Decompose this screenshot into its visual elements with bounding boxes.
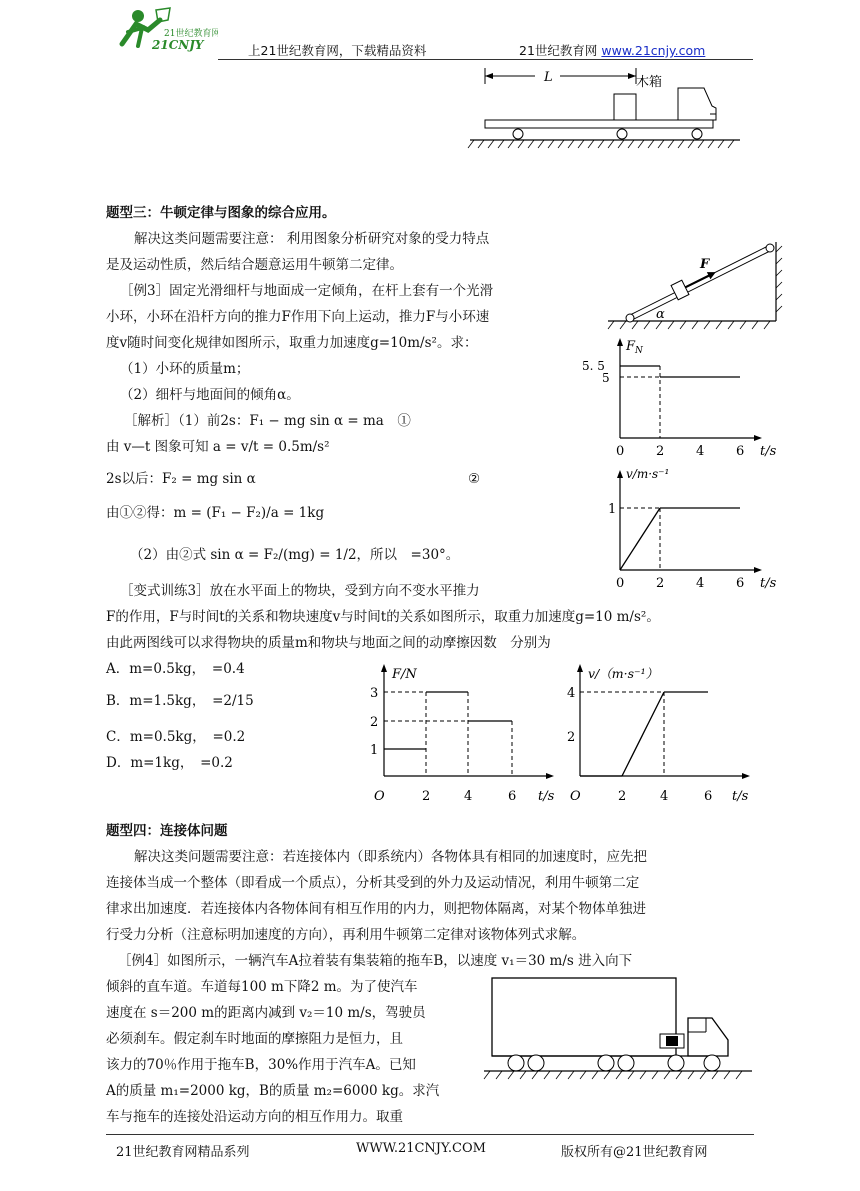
question-1: （1）小环的质量m； bbox=[120, 361, 250, 377]
section4-title: 题型四：连接体问题 bbox=[106, 823, 228, 839]
force-label: F bbox=[700, 257, 710, 272]
section4-para-line1: 解决这类问题需要注意：若连接体内（即系统内）各物体具有相同的加速度时，应先把 bbox=[134, 849, 647, 865]
f2-graph-xtick-4: 4 bbox=[464, 789, 473, 804]
v1-graph-xtick-6: 6 bbox=[736, 576, 745, 591]
svg-text:21世纪教育网: 21世纪教育网 bbox=[164, 29, 218, 39]
fn-graph-ytick-5.5: 5. 5 bbox=[582, 359, 605, 373]
fn-graph-xtick-2: 2 bbox=[656, 444, 665, 459]
v2-graph-ytick-4: 4 bbox=[567, 686, 576, 701]
angle-label: α bbox=[656, 307, 665, 322]
v1-graph-x-label: t/s bbox=[760, 576, 777, 591]
solution-step-2: 由 v—t 图象可知 a = v/t = 0.5m/s² bbox=[106, 439, 330, 455]
example4-line4: 必须刹车。假定刹车时地面的摩擦阻力是恒力，且 bbox=[106, 1031, 403, 1047]
v2-graph-xtick-6: 6 bbox=[704, 789, 713, 804]
solution-step-5: （2）由②式 sin α = F₂/(mg) = 1/2，所以 =30°。 bbox=[130, 547, 460, 563]
question-2: （2）细杆与地面间的倾角α。 bbox=[120, 387, 300, 403]
v2-graph-xtick-4: 4 bbox=[660, 789, 669, 804]
example4-line6: A的质量 m₁=2000 kg，B的质量 m₂=6000 kg。求汽 bbox=[106, 1083, 440, 1099]
fn-graph-xtick-4: 4 bbox=[696, 444, 705, 459]
example3-line3: 度v随时间变化规律如图所示，取重力加速度g=10m/s²。求： bbox=[106, 335, 478, 351]
f2-graph-x-label: t/s bbox=[538, 789, 555, 804]
v1-graph-xtick-0: 0 bbox=[616, 576, 625, 591]
option-c: C．m=0.5kg， =0.2 bbox=[106, 729, 246, 745]
example4-line3: 速度在 s＝200 m的距离内减到 v₂＝10 m/s，驾驶员 bbox=[106, 1005, 426, 1021]
fn-graph-x-label: t/s bbox=[760, 444, 777, 459]
solution-step-1: ［解析］（1）前2s：F₁ − mg sin α = ma ① bbox=[124, 413, 411, 429]
fn-graph-ytick-5: 5 bbox=[602, 371, 610, 385]
section4-para-line4: 行受力分析（注意标明加速度的方向），再利用牛顿第二定律对该物体列式求解。 bbox=[106, 927, 586, 943]
f2-graph-xtick-6: 6 bbox=[508, 789, 517, 804]
f2-graph-ytick-3: 3 bbox=[370, 686, 379, 701]
footer-right: 版权所有@21世纪教育网 bbox=[561, 1145, 708, 1160]
v2-graph-y-label: v/（m·s⁻¹） bbox=[588, 666, 659, 681]
header-right bbox=[519, 41, 705, 59]
f2-graph-xtick-2: 2 bbox=[422, 789, 431, 804]
equation-mark-2: ② bbox=[468, 471, 481, 487]
svg-text:21CNJY: 21CNJY bbox=[152, 38, 204, 52]
fn-graph-xtick-0: 0 bbox=[616, 444, 625, 459]
box-label: 木箱 bbox=[636, 75, 663, 90]
section3-title: 题型三：牛顿定律与图象的综合应用。 bbox=[106, 205, 336, 221]
inclined-rod-figure bbox=[604, 232, 784, 332]
variant3-line2: F的作用，F与时间t的关系和物块速度v与时间t的关系如图所示，取重力加速度g=10 m/s²。 bbox=[106, 609, 660, 625]
option-a: A．m=0.5kg， =0.4 bbox=[106, 661, 245, 677]
fn-graph-y-label: $F_N$ bbox=[626, 339, 643, 356]
truck-trailer-figure bbox=[480, 972, 756, 1090]
variant-force-time-graph bbox=[360, 656, 560, 806]
example4-line7: 车与拖车的连接处沿运动方向的相互作用力。取重 bbox=[106, 1109, 403, 1125]
v2-graph-xtick-2: 2 bbox=[618, 789, 627, 804]
variant3-line3: 由此两图线可以求得物块的质量m和物块与地面之间的动摩擦因数 分别为 bbox=[106, 635, 551, 651]
example4-line1: ［例4］如图所示，一辆汽车A拉着装有集装箱的拖车B，以速度 v₁＝30 m/s 进入向下 bbox=[118, 953, 633, 969]
v1-graph-xtick-4: 4 bbox=[696, 576, 705, 591]
section3-intro-line2: 是及运动性质，然后结合题意运用牛顿第二定律。 bbox=[106, 257, 403, 273]
option-b: B．m=1.5kg， =2/15 bbox=[106, 693, 254, 709]
header-rule bbox=[218, 59, 753, 60]
option-d: D．m=1kg， =0.2 bbox=[106, 755, 233, 771]
solution-step-4: 由①②得：m = (F₁ − F₂)/a = 1kg bbox=[106, 505, 325, 521]
v1-graph-ytick-1: 1 bbox=[608, 502, 617, 517]
section4-para-line3: 律求出加速度．若连接体内各物体间有相互作用的内力，则把物体隔离，对某个物体单独进 bbox=[106, 901, 646, 917]
header-left-text: 上21世纪教育网，下载精品资料 bbox=[248, 43, 427, 58]
f2-graph-origin: O bbox=[374, 789, 385, 804]
footer-rule bbox=[106, 1134, 754, 1135]
site-logo bbox=[108, 6, 218, 52]
f2-graph-y-label: F/N bbox=[392, 667, 417, 682]
footer-left: 21世纪教育网精品系列 bbox=[116, 1145, 250, 1160]
force-time-graph bbox=[580, 334, 780, 460]
v2-graph-ramp bbox=[622, 692, 664, 776]
example3-line2: 小环，小环在沿杆方向的推力F作用下向上运动，推力F与小环速 bbox=[106, 309, 490, 325]
header-right-prefix: 21世纪教育网 bbox=[519, 43, 602, 58]
header-site-link[interactable]: www.21cnjy.com bbox=[601, 43, 706, 58]
v1-graph-y-label: v/m·s⁻¹ bbox=[626, 467, 670, 481]
v2-graph-ytick-2: 2 bbox=[567, 730, 576, 745]
v2-graph-x-label: t/s bbox=[732, 789, 749, 804]
v1-graph-ramp bbox=[620, 508, 660, 570]
example4-line5: 该力的70％作用于拖车B，30%作用于汽车A。已知 bbox=[106, 1057, 416, 1073]
variant3-line1: ［变式训练3］放在水平面上的物块，受到方向不变水平推力 bbox=[120, 583, 480, 599]
f2-graph-ytick-1: 1 bbox=[370, 743, 379, 758]
variant-velocity-time-graph bbox=[564, 656, 764, 806]
section4-para-line2: 连接体当成一个整体（即看成一个质点），分析其受到的外力及运动情况，利用牛顿第二定 bbox=[106, 875, 640, 891]
example4-line2: 倾斜的直车道。车道每100 m下降2 m。为了使汽车 bbox=[106, 979, 418, 995]
section3-intro-line1: 解决这类问题需要注意： 利用图象分析研究对象的受力特点 bbox=[134, 231, 490, 247]
fn-graph-xtick-6: 6 bbox=[736, 444, 745, 459]
f2-graph-ytick-2: 2 bbox=[370, 715, 379, 730]
velocity-time-graph bbox=[580, 460, 780, 592]
footer-center: WWW.21CNJY.COM bbox=[356, 1141, 486, 1156]
example3-line1: ［例3］固定光滑细杆与地面成一定倾角，在杆上套有一个光滑 bbox=[120, 283, 494, 299]
v1-graph-xtick-2: 2 bbox=[656, 576, 665, 591]
truck-with-box-figure bbox=[460, 62, 750, 156]
length-label: L bbox=[544, 70, 553, 85]
v2-graph-origin: O bbox=[570, 789, 581, 804]
solution-step-3: 2s以后：F₂ = mg sin α bbox=[106, 471, 256, 487]
